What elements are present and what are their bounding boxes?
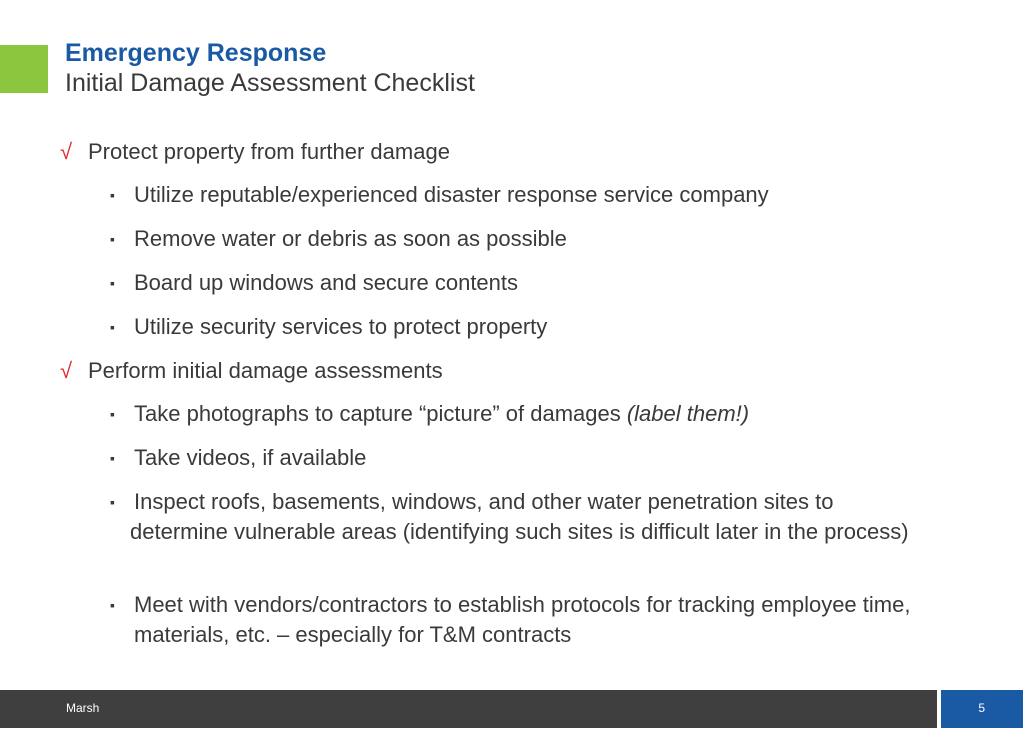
square-bullet-icon: ▪ [110, 319, 115, 335]
page-number: 5 [978, 701, 985, 715]
page-number-box [941, 690, 1023, 728]
checklist-section-protect [60, 139, 450, 165]
footer-company: Marsh [66, 701, 100, 715]
emphasis-text: (label them!) [626, 401, 750, 426]
list-item [110, 268, 930, 298]
list-item-text: Meet with vendors/contractors to establish protocols for tracking employee time, materials, etc. – especially for T&M contracts [134, 592, 911, 647]
list-item-text: Take videos, if available [134, 445, 367, 470]
list-item-text: Board up windows and secure contents [134, 270, 519, 295]
list-item [110, 443, 930, 473]
square-bullet-icon: ▪ [110, 450, 115, 466]
slide-title: Emergency Response [65, 39, 327, 67]
square-bullet-icon: ▪ [110, 406, 115, 422]
accent-square [0, 45, 48, 93]
list-item-text: Take photographs to capture “picture” of damages (label them!) [134, 401, 750, 426]
footer-bar [0, 690, 937, 728]
square-bullet-icon: ▪ [110, 597, 115, 613]
list-item-text: Remove water or debris as soon as possible [134, 226, 567, 251]
list-item-text: Inspect roofs, basements, windows, and other water penetration sites to determine vulnerable areas (identifying such sites is difficult later in the process) [130, 489, 909, 544]
square-bullet-icon: ▪ [110, 187, 115, 203]
checkmark-icon: √ [60, 139, 73, 164]
list-item [110, 487, 910, 547]
section-heading: Protect property from further damage [88, 139, 450, 164]
list-item [110, 180, 930, 210]
list-item-text: Utilize reputable/experienced disaster response service company [134, 182, 769, 207]
checklist-section-assess [60, 358, 443, 384]
section-heading: Perform initial damage assessments [88, 358, 443, 383]
list-item-text: Utilize security services to protect property [134, 314, 548, 339]
list-item [110, 224, 930, 254]
square-bullet-icon: ▪ [110, 275, 115, 291]
list-item [110, 312, 930, 342]
checkmark-icon: √ [60, 358, 73, 383]
square-bullet-icon: ▪ [110, 231, 115, 247]
square-bullet-icon: ▪ [110, 494, 115, 510]
list-item [110, 590, 940, 650]
slide-subtitle: Initial Damage Assessment Checklist [65, 69, 475, 97]
list-item [110, 399, 930, 429]
